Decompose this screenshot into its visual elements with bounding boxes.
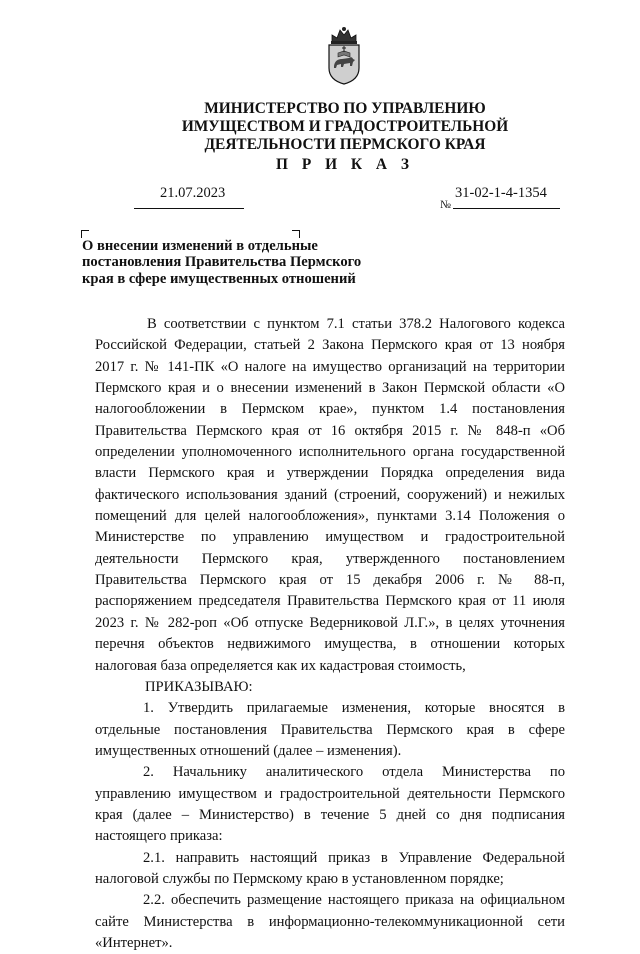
order-date: 21.07.2023 bbox=[160, 185, 226, 201]
ministry-name bbox=[140, 100, 550, 154]
subject-line-1: О внесении изменений в отдельные bbox=[82, 238, 318, 254]
ministry-line-3: ДЕЯТЕЛЬНОСТИ ПЕРМСКОГО КРАЯ bbox=[204, 136, 486, 153]
number-sign: № bbox=[440, 199, 451, 211]
order-item-2: 2. Начальнику аналитического отдела Министерства по управлению имуществом и градостроительной деятельности Пермского края (далее – Министерство) в течение 5 дней со дня подписания настоящего приказа: bbox=[95, 764, 565, 845]
order-subject bbox=[82, 238, 382, 287]
subject-line-2: постановления Правительства Пермского bbox=[82, 254, 362, 271]
order-item-2-1: 2.1. направить настоящий приказ в Управление Федеральной налоговой службы по Пермскому краю в установленном порядке; bbox=[95, 849, 565, 887]
subject-corner-left bbox=[81, 230, 89, 238]
perm-krai-coat-of-arms-icon bbox=[322, 26, 366, 86]
date-underline bbox=[134, 208, 244, 209]
document-type-title: П Р И К А З bbox=[276, 156, 414, 173]
order-body bbox=[95, 314, 565, 954]
preamble-paragraph: В соответствии с пунктом 7.1 статьи 378.2 Налогового кодекса Российской Федерации, статьей 2 Закона Пермского края от 13 ноября 2017 г. № 141-ПК «О налоге на имущество организаций на территории Пермского края и о внесении изменений в Закон Пермской области «О налогообложении в Пермском крае», пунктом 1.4 постановления Правительства Пермского края от 16 октября 2015 г. № 848-п «Об определении уполномоченного исполнительного органа государственной власти Пермского края и утверждении Порядка определения вида фактического использования зданий (строений, сооружений) и нежилых помещений для целей налогообложения», пунктами 3.14 Положения о Министерстве по управлению имуществом и градостроительной деятельности Пермского края, утвержденного постановлением Правительства Пермского края от 15 декабря 2006 г. № 88-п, распоряжением председателя Правительства Пермского края от 11 июля 2023 г. № 282-роп «Об отпуске Ведерниковой Л.Г.», в целях уточнения перечня объектов недвижимого имущества, в отношении которых налоговая база определяется как их кадастровая стоимость, bbox=[95, 316, 565, 674]
order-number: 31-02-1-4-1354 bbox=[455, 185, 547, 201]
subject-corner-right bbox=[292, 230, 300, 238]
order-word: ПРИКАЗЫВАЮ: bbox=[145, 678, 253, 695]
number-underline bbox=[453, 208, 560, 209]
order-item-2-2: 2.2. обеспечить размещение настоящего приказа на официальном сайте Министерства в информационно-телекоммуникационной сети «Интернет». bbox=[95, 892, 565, 951]
subject-line-3: края в сфере имущественных отношений bbox=[82, 270, 356, 287]
ministry-line-2: ИМУЩЕСТВОМ И ГРАДОСТРОИТЕЛЬНОЙ bbox=[181, 118, 509, 135]
order-item-1: 1. Утвердить прилагаемые изменения, которые вносятся в отдельные постановления Правительства Пермского края в сфере имущественных отношений (далее – изменения). bbox=[95, 700, 565, 759]
ministry-line-1: МИНИСТЕРСТВО ПО УПРАВЛЕНИЮ bbox=[204, 100, 486, 117]
